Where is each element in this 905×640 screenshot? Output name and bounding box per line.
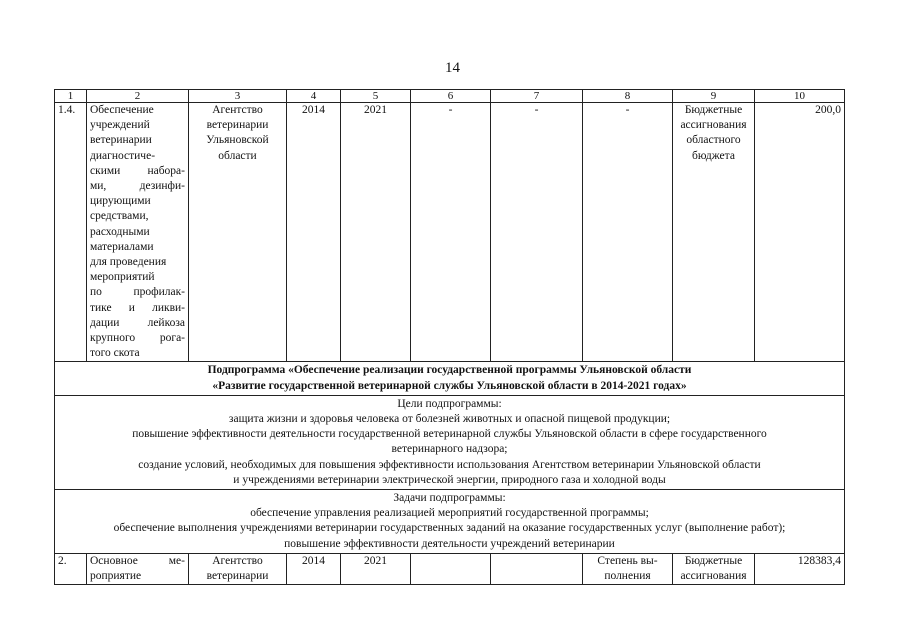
text-line: цирующими [90, 195, 151, 208]
col-num: 1 [55, 90, 87, 103]
indicator [583, 553, 673, 584]
col-num: 5 [341, 90, 411, 103]
text-line: учреждений [90, 119, 150, 132]
cell-col7: - [491, 103, 583, 362]
subprogram-title [55, 362, 845, 395]
funding-source [673, 553, 755, 584]
text-line: средствами, [90, 210, 149, 223]
tasks-cell [55, 490, 845, 554]
text-line: ассигнования [680, 119, 747, 132]
text-line: ветеринарии [206, 119, 269, 132]
text-line: Агентство [212, 554, 263, 567]
cell-col7 [491, 553, 583, 584]
text-line: Бюджетные [684, 554, 743, 567]
text-line: роприятие [90, 570, 142, 583]
text-line: ассигнования [680, 570, 747, 583]
col-num: 6 [411, 90, 491, 103]
task-line: обеспечение выполнения учреждениями ветеринарии государственных заданий на оказание государственных услуг (выполнение работ); [113, 522, 786, 535]
text-line: крупного рога- [90, 332, 185, 345]
text-line: бюджета [692, 149, 735, 162]
goals-cell [55, 395, 845, 489]
text-line: Агентство [212, 104, 263, 116]
program-table [54, 89, 845, 585]
text-line: дации лейкоза [90, 316, 185, 329]
goal-line: ветеринарного надзора; [391, 443, 508, 456]
start-year: 2014 [287, 553, 341, 584]
text-line: Ульяновской [206, 134, 269, 147]
text-line: материалами [90, 240, 154, 253]
row-number: 1.4. [55, 103, 87, 362]
activity-name [87, 103, 189, 362]
table-row-2 [55, 553, 845, 584]
activity-name [87, 553, 189, 584]
text-line: области [218, 149, 257, 162]
task-line: повышение эффективности деятельности учреждений ветеринарии [284, 537, 615, 550]
text-line: скими набора- [90, 164, 185, 177]
subprogram-title-line: Подпрограмма «Обеспечение реализации государственной программы Ульяновской области [207, 364, 692, 377]
executor [189, 103, 287, 362]
cell-col8: - [583, 103, 673, 362]
end-year: 2021 [341, 103, 411, 362]
text-line: тике и ликви- [90, 301, 185, 314]
text-line: областного [686, 134, 741, 147]
column-numbers-row [55, 90, 845, 103]
text-line: ветеринарии [90, 134, 152, 147]
row-number: 2. [55, 553, 87, 584]
task-line: обеспечение управления реализацией мероприятий государственной программы; [250, 507, 649, 520]
text-line: расходными [90, 225, 150, 238]
goal-line: защита жизни и здоровья человека от болезней животных и опасной пищевой продукции; [228, 413, 671, 426]
text-line: диагностиче- [90, 149, 156, 162]
text-line: того скота [90, 347, 140, 360]
text-line: мероприятий [90, 271, 155, 284]
col-num: 9 [673, 90, 755, 103]
text-line: ми, дезинфи- [90, 180, 185, 193]
text-line: Основное ме- [90, 554, 185, 567]
executor [189, 553, 287, 584]
goals-row [55, 395, 845, 489]
tasks-title: Задачи подпрограммы: [393, 492, 506, 505]
goal-line: и учреждениями ветеринарии электрической энергии, природного газа и холодной воды [233, 473, 666, 486]
goal-line: повышение эффективности деятельности государственной ветеринарной службы Ульяновской области в сфере государственного [132, 428, 767, 441]
funding-source [673, 103, 755, 362]
col-num: 7 [491, 90, 583, 103]
goals-title: Цели подпрограммы: [397, 397, 502, 410]
col-num: 2 [87, 90, 189, 103]
end-year: 2021 [341, 553, 411, 584]
col-num: 3 [189, 90, 287, 103]
text-line: Бюджетные [684, 104, 743, 116]
tasks-row [55, 490, 845, 554]
text-line: Степень вы- [597, 554, 658, 567]
page-number: 14 [445, 60, 460, 76]
goal-line: создание условий, необходимых для повышения эффективности использования Агентством ветеринарии Ульяновской области [138, 458, 761, 471]
cell-col6: - [411, 103, 491, 362]
col-num: 10 [755, 90, 845, 103]
col-num: 8 [583, 90, 673, 103]
text-line: полнения [604, 570, 651, 583]
funding-amount: 128383,4 [755, 553, 845, 584]
text-line: ветеринарии [206, 570, 269, 583]
subprogram-title-line: «Развитие государственной ветеринарной службы Ульяновской области в 2014-2021 годах» [212, 379, 687, 392]
text-line: Обеспечение [90, 104, 154, 116]
start-year: 2014 [287, 103, 341, 362]
funding-amount: 200,0 [755, 103, 845, 362]
text-line: для проведения [90, 256, 167, 269]
col-num: 4 [287, 90, 341, 103]
subprogram-title-row [55, 362, 845, 395]
cell-col6 [411, 553, 491, 584]
text-line: по профилак- [90, 286, 185, 299]
table-row-1-4 [55, 103, 845, 362]
